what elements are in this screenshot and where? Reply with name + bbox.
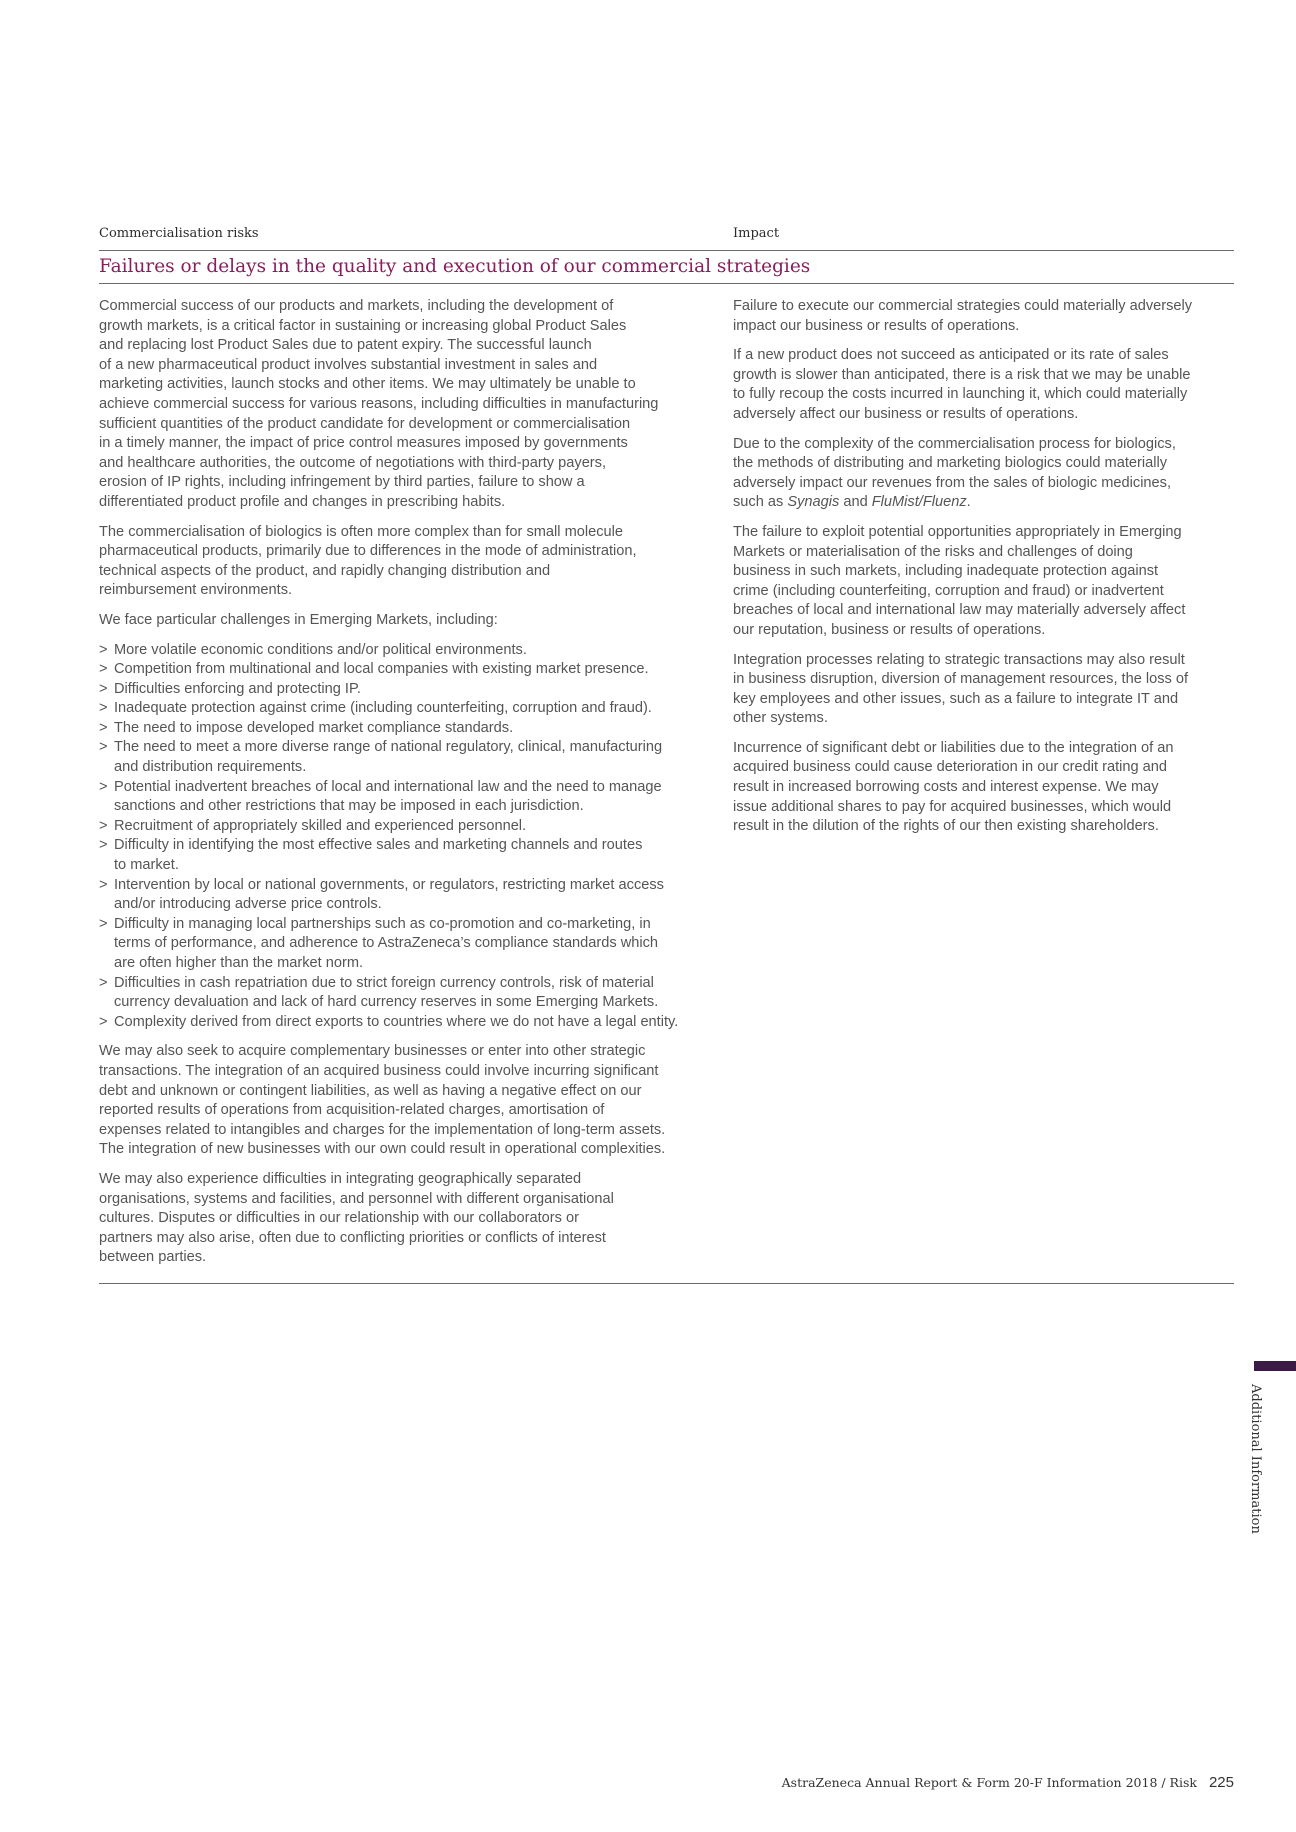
paragraph: Integration processes relating to strategic transactions may also result in business disruption, diversion of management resources, the loss of key employees and other issues, such as a failure to integrate IT and other systems. (733, 651, 1189, 727)
list-item (99, 699, 699, 719)
product-name-synagis: Synagis (787, 494, 840, 511)
bullet-marker: > (99, 1013, 108, 1030)
paragraph: We may also seek to acquire complementary businesses or enter into other strategic transactions. The integration of an acquired business could involve incurring significant debt and unknown or contingent liabilities, as well as having a negative effect on our reported results of operations from acquisition-related charges, amortisation of expenses related to intangibles and charges for the implementation of long-term assets. The integration of new businesses with our own could result in operational complexities. (99, 1043, 666, 1158)
text-run: and (839, 494, 872, 511)
bullet-marker: > (99, 837, 108, 854)
section-tab-marker (1254, 1361, 1296, 1371)
bullet-marker: > (99, 739, 108, 756)
list-item (99, 836, 699, 875)
column-header-risks: Commercialisation risks (99, 226, 259, 241)
page-number: 225 (1208, 1774, 1234, 1791)
risk-description-column (99, 297, 699, 1278)
list-item-text: Recruitment of appropriately skilled and experienced personnel. (114, 817, 527, 834)
paragraph: We face particular challenges in Emerging Markets, including: (99, 611, 498, 628)
list-item-text: The need to meet a more diverse range of national regulatory, clinical, manufacturing and distribution requirements. (114, 739, 663, 776)
paragraph: If a new product does not succeed as anticipated or its rate of sales growth is slower than anticipated, there is a risk that we may be unable to fully recoup the costs incurred in launching it, which could materially adversely affect our business or results of operations. (733, 347, 1191, 422)
title-divider (99, 283, 1234, 284)
list-item-text: The need to impose developed market compliance standards. (114, 719, 514, 736)
bullet-marker: > (99, 700, 108, 717)
list-item (99, 719, 699, 739)
bullet-marker: > (99, 915, 108, 932)
list-item-text: Difficulty in identifying the most effective sales and marketing channels and routes to market. (114, 837, 643, 874)
page-footer (782, 1774, 1234, 1792)
section-bottom-divider (99, 1283, 1234, 1284)
list-item-text: Potential inadvertent breaches of local and international law and the need to manage sanctions and other restrictions that may be imposed in each jurisdiction. (114, 778, 662, 815)
side-section-label: Additional Information (1248, 1384, 1263, 1534)
list-item-text: Intervention by local or national governments, or regulators, restricting market access and/or introducing adverse price controls. (114, 876, 664, 913)
text-run: . (966, 494, 971, 511)
list-item (99, 974, 699, 1013)
bullet-marker: > (99, 661, 108, 678)
paragraph: Incurrence of significant debt or liabilities due to the integration of an acquired business could cause deterioration in our credit rating and result in increased borrowing costs and interest expense. We may issue additional shares to pay for acquired businesses, which would result in the dilution of the rights of our then existing shareholders. (733, 739, 1174, 835)
bullet-marker: > (99, 641, 108, 658)
list-item (99, 1013, 699, 1033)
paragraph: We may also experience difficulties in integrating geographically separated organisations, systems and facilities, and personnel with different organisational cultures. Disputes or difficulties in our relationship with our collaborators or partners may also arise, often due to conflicting priorities or conflicts of interest between parties. (99, 1170, 614, 1266)
list-item-text: Difficulty in managing local partnerships such as co-promotion and co-marketing, in terms of performance, and adherence to AstraZeneca’s compliance standards which are often higher than the market norm. (114, 915, 659, 971)
list-item (99, 817, 699, 837)
bullet-marker: > (99, 817, 108, 834)
header-divider (99, 250, 1234, 251)
list-item-text: Difficulties in cash repatriation due to strict foreign currency controls, risk of material currency devaluation and lack of hard currency reserves in some Emerging Markets. (114, 974, 659, 1011)
bullet-marker: > (99, 680, 108, 697)
paragraph (733, 435, 1233, 513)
list-item (99, 680, 699, 700)
list-item-text: Competition from multinational and local companies with existing market presence. (114, 661, 649, 678)
text-run: Due to the complexity of the commercialisation process for biologics, the methods of distributing and marketing biologics could materially adversely impact our revenues from the sales of biologic medicines, such as (733, 435, 1176, 511)
impact-column (733, 297, 1233, 847)
bullet-marker: > (99, 876, 108, 893)
list-item (99, 915, 699, 974)
product-name-flumist: FluMist/Fluenz (871, 494, 967, 511)
section-title: Failures or delays in the quality and execution of our commercial strategies (99, 256, 811, 277)
paragraph: The failure to exploit potential opportunities appropriately in Emerging Markets or materialisation of the risks and challenges of doing business in such markets, including inadequate protection against crime (including counterfeiting, corruption and fraud) or inadvertent breaches of local and international law may materially adversely affect our reputation, business or results of operations. (733, 523, 1186, 638)
bullet-marker: > (99, 778, 108, 795)
footer-publication: AstraZeneca Annual Report & Form 20-F Information 2018 / Risk (781, 1775, 1197, 1790)
list-item (99, 641, 699, 661)
list-item-text: Inadequate protection against crime (including counterfeiting, corruption and fraud). (114, 700, 652, 717)
paragraph: The commercialisation of biologics is often more complex than for small molecule pharmaceutical products, primarily due to differences in the mode of administration, technical aspects of the product, and rapidly changing distribution and reimbursement environments. (99, 523, 637, 599)
paragraph: Failure to execute our commercial strategies could materially adversely impact our business or results of operations. (733, 298, 1193, 334)
list-item (99, 660, 699, 680)
list-item (99, 876, 699, 915)
bullet-marker: > (99, 719, 108, 736)
list-item (99, 738, 699, 777)
bullet-marker: > (99, 974, 108, 991)
emerging-markets-challenges-list (99, 641, 699, 1033)
list-item-text: More volatile economic conditions and/or political environments. (114, 641, 527, 658)
paragraph: Commercial success of our products and markets, including the development of growth markets, is a critical factor in sustaining or increasing global Product Sales and replacing lost Product Sales due to patent expiry. The successful launch of a new pharmaceutical product involves substantial investment in sales and marketing activities, launch stocks and other items. We may ultimately be unable to achieve commercial success for various reasons, including difficulties in manufacturing sufficient quantities of the product candidate for development or commercialisation in a timely manner, the impact of price control measures imposed by governments and healthcare authorities, the outcome of negotiations with third-party payers, erosion of IP rights, including infringement by third parties, failure to show a differentiated product profile and changes in prescribing habits. (99, 298, 659, 510)
list-item (99, 778, 699, 817)
list-item-text: Difficulties enforcing and protecting IP. (114, 680, 361, 697)
list-item-text: Complexity derived from direct exports to countries where we do not have a legal entity. (114, 1013, 679, 1030)
column-header-impact: Impact (733, 226, 780, 241)
